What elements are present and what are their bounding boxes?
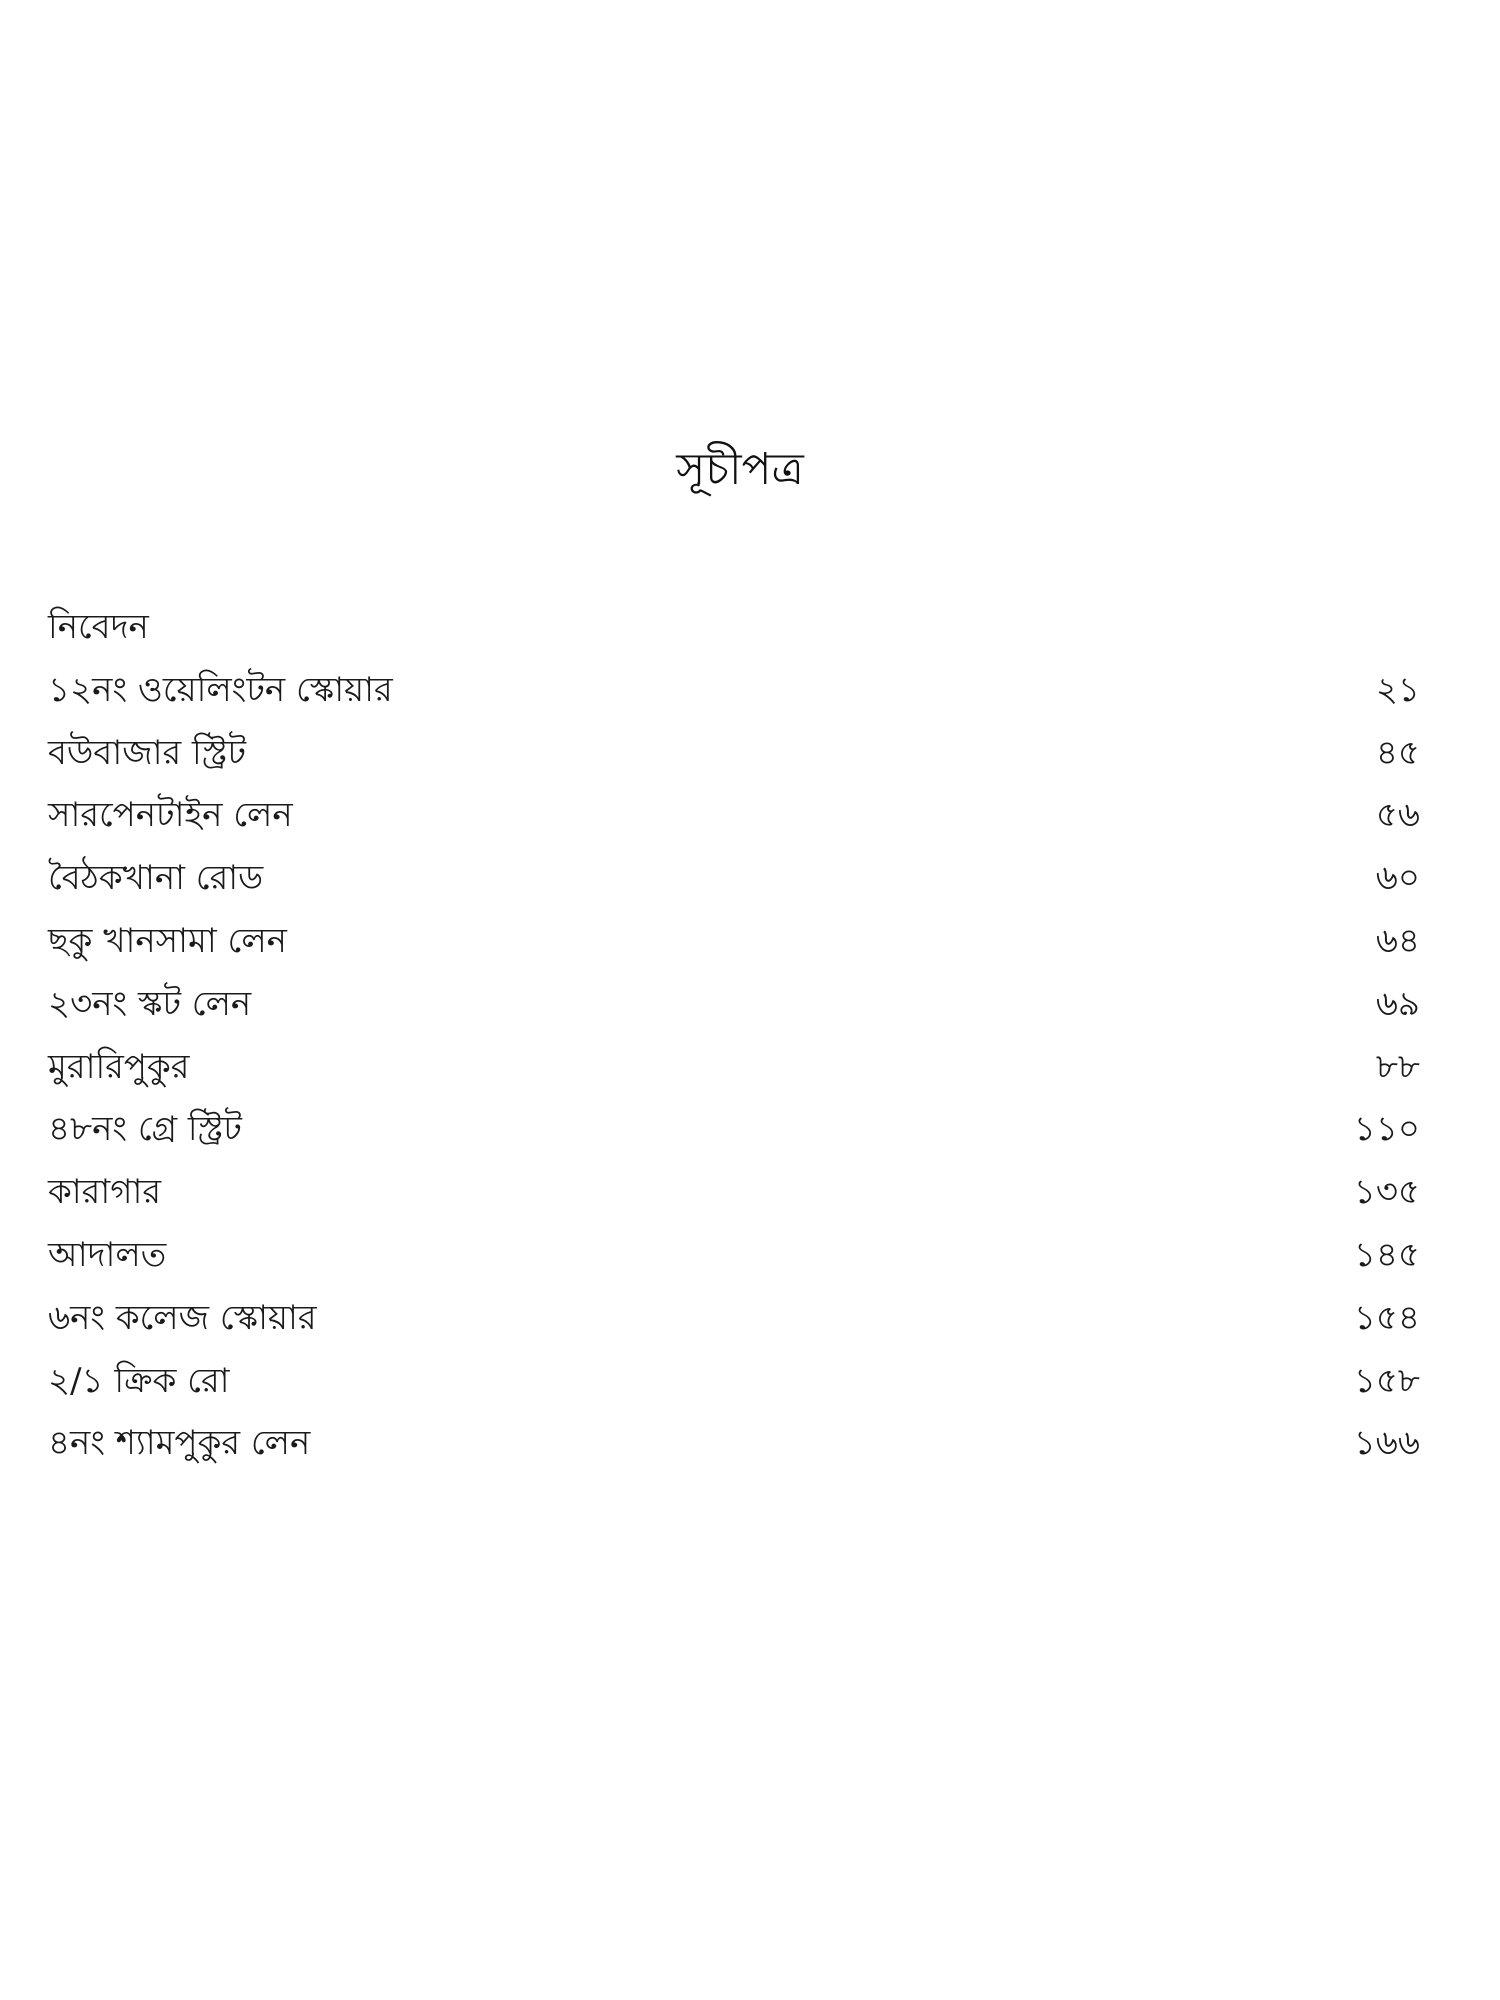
- toc-title: সূচীপত্র: [676, 444, 804, 495]
- toc-entry-label: মুরারিপুকুর: [48, 1046, 190, 1087]
- toc-entry-label: ৪৮নং গ্রে স্ট্রিট: [48, 1109, 242, 1150]
- toc-entry: [48, 1224, 1420, 1287]
- toc-entry-label: ছকু খানসামা লেন: [48, 920, 287, 961]
- toc-entry-page: ৬০: [1375, 858, 1420, 899]
- toc-entry: [48, 1161, 1420, 1224]
- toc-entry: [48, 1350, 1420, 1413]
- toc-entry-label: সারপেনটাইন লেন: [48, 795, 293, 836]
- toc-entry-page: ১৬৬: [1353, 1423, 1420, 1464]
- toc-entry: [48, 973, 1420, 1036]
- toc-entry-page: ৬৯: [1375, 983, 1420, 1024]
- toc-entry-page: ১৪৫: [1353, 1234, 1420, 1275]
- toc-entry-page: ১১০: [1353, 1109, 1420, 1150]
- toc-entry-label: বৈঠকখানা রোড: [48, 858, 264, 899]
- toc-entry-label: ৪নং শ্যামপুকুর লেন: [48, 1423, 311, 1464]
- toc-entry-page: ১৫৪: [1353, 1297, 1420, 1338]
- toc-entry: [48, 1412, 1420, 1475]
- toc-entry-page: ১৫৮: [1353, 1360, 1420, 1401]
- toc-entry: [48, 1036, 1420, 1099]
- toc-entry: [48, 847, 1420, 910]
- toc-entry-page: ১৩৫: [1353, 1172, 1420, 1213]
- toc-entry-label: কারাগার: [48, 1172, 162, 1213]
- toc-entry-page: ৬৪: [1375, 920, 1420, 961]
- toc-entry-label: আদালত: [48, 1234, 167, 1275]
- toc-entry: [48, 784, 1420, 847]
- toc-entry-page: ৮৮: [1375, 1046, 1420, 1087]
- toc-entry: [48, 1098, 1420, 1161]
- toc-entry-label: ২/১ ক্রিক রো: [48, 1360, 230, 1401]
- toc-entry-page: ৫৬: [1375, 795, 1420, 836]
- toc-entry: [48, 596, 1420, 659]
- toc-entry-label: বউবাজার স্ট্রিট: [48, 732, 247, 773]
- toc-entry-page: ৪৫: [1375, 732, 1420, 773]
- toc-entry: [48, 722, 1420, 785]
- toc-entry-label: নিবেদন: [48, 607, 149, 647]
- toc-entry-label: ১২নং ওয়েলিংটন স্কোয়ার: [48, 669, 393, 710]
- toc-entry: [48, 910, 1420, 973]
- toc-entry: [48, 1287, 1420, 1350]
- toc-entry-label: ৬নং কলেজ স্কোয়ার: [48, 1297, 317, 1338]
- toc-entry-label: ২৩নং স্কট লেন: [48, 983, 252, 1024]
- toc-entry: [48, 659, 1420, 722]
- toc-list: [48, 596, 1420, 1475]
- toc-entry-page: ২১: [1375, 669, 1420, 710]
